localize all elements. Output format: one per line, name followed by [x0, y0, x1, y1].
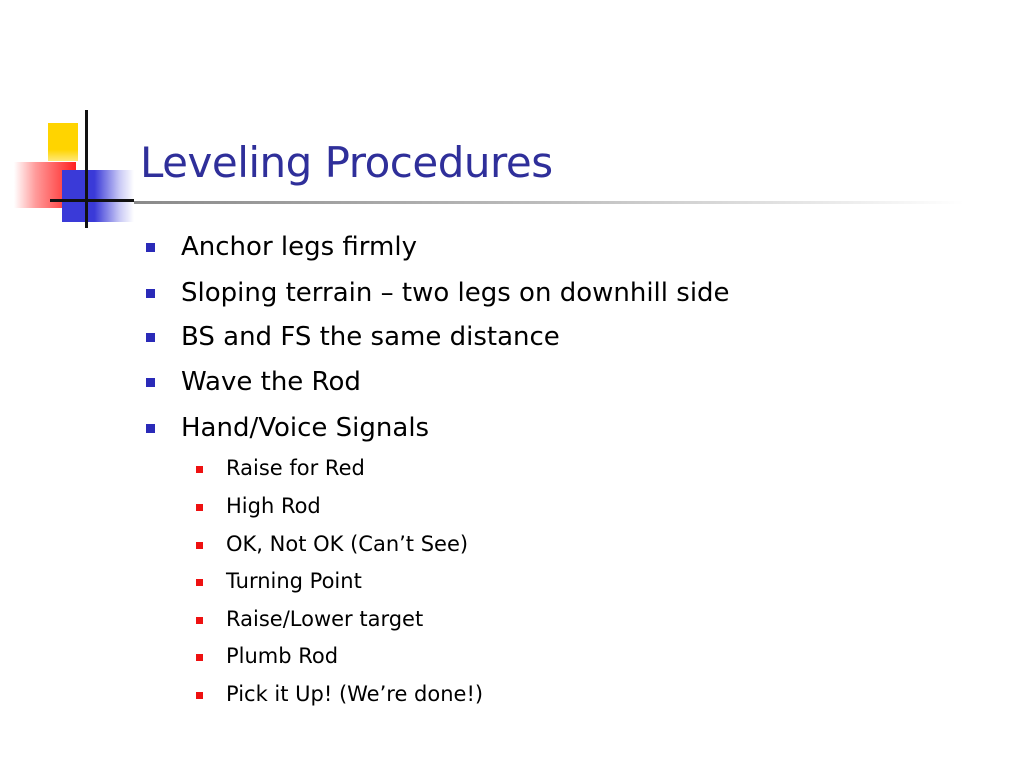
bullet-text: BS and FS the same distance — [181, 322, 560, 352]
sub-bullet-text: Raise/Lower target — [226, 607, 424, 631]
square-bullet-icon — [196, 617, 203, 624]
sub-bullet-text: OK, Not OK (Can’t See) — [226, 532, 469, 556]
square-bullet-icon — [196, 654, 203, 661]
bullet-text: Wave the Rod — [181, 367, 361, 397]
title-underline-rule — [134, 201, 964, 204]
sub-bullet-text: Plumb Rod — [226, 644, 339, 668]
square-bullet-icon — [146, 289, 155, 298]
bullet-text: Hand/Voice Signals — [181, 413, 430, 443]
logo-vertical-line — [85, 110, 88, 228]
square-bullet-icon — [196, 504, 203, 511]
square-bullet-icon — [196, 579, 203, 586]
bullet-text: Sloping terrain – two legs on downhill side — [181, 278, 730, 308]
square-bullet-icon — [196, 542, 203, 549]
square-bullet-icon — [146, 378, 155, 387]
square-bullet-icon — [146, 243, 155, 252]
logo-blue-square — [62, 170, 134, 222]
logo-horizontal-line — [50, 199, 134, 202]
square-bullet-icon — [146, 424, 155, 433]
bullet-text: Anchor legs firmly — [181, 232, 417, 262]
square-bullet-icon — [146, 333, 155, 342]
slide-title: Leveling Procedures — [140, 138, 553, 187]
square-bullet-icon — [196, 466, 203, 473]
square-bullet-icon — [196, 692, 203, 699]
sub-bullet-text: Pick it Up! (We’re done!) — [226, 682, 484, 706]
sub-bullet-text: Raise for Red — [226, 456, 365, 480]
sub-bullet-text: High Rod — [226, 494, 321, 518]
sub-bullet-text: Turning Point — [226, 569, 362, 593]
logo-yellow-square — [48, 123, 78, 161]
